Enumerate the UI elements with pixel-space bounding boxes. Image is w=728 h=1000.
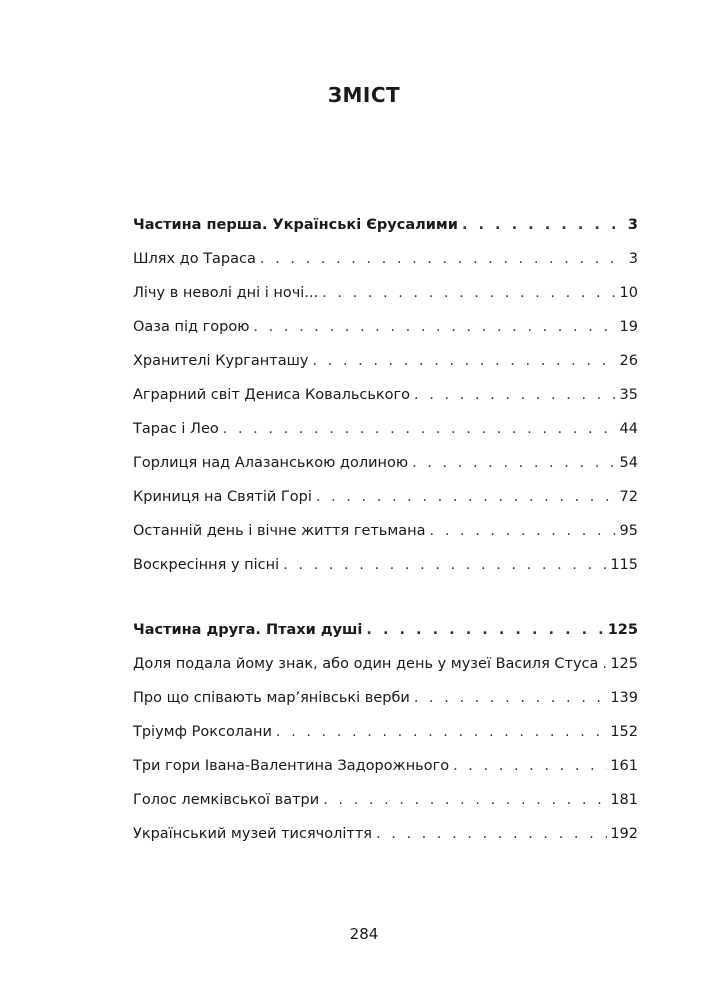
toc-entry-title: Оаза під горою (133, 319, 250, 335)
toc-entry[interactable] (133, 521, 638, 555)
toc-entry-title: Про що співають мар’янівські верби (133, 690, 410, 706)
toc-entry[interactable] (133, 555, 638, 589)
dot-leader (316, 487, 617, 507)
toc-entry-title: Тріумф Роксолани (133, 724, 272, 740)
dot-leader (223, 419, 617, 439)
toc-entry-page: 54 (619, 455, 638, 471)
dot-leader (283, 555, 607, 575)
toc-entry[interactable] (133, 756, 638, 790)
toc-entry-page: 139 (610, 690, 638, 706)
dot-leader (276, 722, 607, 742)
toc-entry-title: Останній день і вічне життя гетьмана (133, 523, 426, 539)
toc-entry[interactable] (133, 487, 638, 521)
toc-entry[interactable] (133, 824, 638, 858)
toc-part-heading[interactable] (133, 215, 638, 249)
dot-leader (412, 453, 616, 473)
toc-entry[interactable] (133, 419, 638, 453)
toc-entry-title: Аграрний світ Дениса Ковальського (133, 387, 411, 403)
dot-leader (414, 688, 608, 708)
dot-leader (366, 620, 604, 640)
toc-heading-page: 3 (627, 217, 638, 233)
toc-entry-title: Воскресіння у пісні (133, 557, 280, 573)
toc-entry-page: 192 (610, 826, 638, 842)
toc-entry-title: Шлях до Тараса (133, 251, 256, 267)
page-title: ЗМІСТ (327, 83, 401, 107)
dot-leader (253, 317, 616, 337)
dot-leader (462, 215, 625, 235)
dot-leader (323, 790, 607, 810)
toc-entry-title: Тарас і Лео (133, 421, 219, 437)
toc-entry-title: Голос лемківської ватри (133, 792, 320, 808)
dot-leader (453, 756, 607, 776)
toc-entry-title: Хранителі Курганташу (133, 353, 309, 369)
toc-entry-page: 181 (610, 792, 638, 808)
toc-entry-page: 125 (610, 656, 638, 672)
toc-entry[interactable] (133, 351, 638, 385)
toc-entry-title: Український музей тисячоліття (133, 826, 373, 842)
toc-entry-title: Криниця на Святій Горі (133, 489, 312, 505)
toc-entry-title: Доля подала йому знак, або один день у музеї Василя Стуса (133, 656, 599, 672)
toc-entry-title: Три гори Івана-Валентина Задорожнього (133, 758, 450, 774)
toc-entry[interactable] (133, 453, 638, 487)
toc-entry-page: 35 (619, 387, 638, 403)
toc-entry[interactable] (133, 283, 638, 317)
toc-entry[interactable] (133, 385, 638, 419)
toc-entry[interactable] (133, 249, 638, 283)
dot-leader (430, 521, 617, 541)
toc-entry-page: 72 (619, 489, 638, 505)
toc-entry-page: 26 (619, 353, 638, 369)
dot-leader (602, 654, 607, 674)
dot-leader (312, 351, 616, 371)
toc-entry-page: 44 (619, 421, 638, 437)
page-number: 284 (349, 925, 379, 943)
toc-entry-page: 161 (610, 758, 638, 774)
toc-part-2 (133, 620, 638, 858)
toc-entry[interactable] (133, 722, 638, 756)
dot-leader (376, 824, 607, 844)
toc-entry-page: 115 (610, 557, 638, 573)
toc-part-1 (133, 215, 638, 589)
dot-leader (260, 249, 626, 269)
toc-entry-title: Горлиця над Алазанською долиною (133, 455, 409, 471)
toc-heading-page: 125 (607, 622, 638, 638)
dot-leader (322, 283, 616, 303)
toc-entry[interactable] (133, 654, 638, 688)
toc-entry-page: 19 (619, 319, 638, 335)
toc-entry-title: Лічу в неволі дні і ночі... (133, 285, 319, 301)
toc-entry[interactable] (133, 790, 638, 824)
toc-entry[interactable] (133, 688, 638, 722)
toc-heading-title: Частина перша. Українські Єрусалими (133, 217, 458, 233)
toc-heading-title: Частина друга. Птахи душі (133, 622, 363, 638)
dot-leader (414, 385, 617, 405)
toc-entry-page: 95 (619, 523, 638, 539)
toc-entry[interactable] (133, 317, 638, 351)
toc-entry-page: 3 (628, 251, 638, 267)
toc-part-heading[interactable] (133, 620, 638, 654)
toc-entry-page: 10 (619, 285, 638, 301)
toc-entry-page: 152 (610, 724, 638, 740)
